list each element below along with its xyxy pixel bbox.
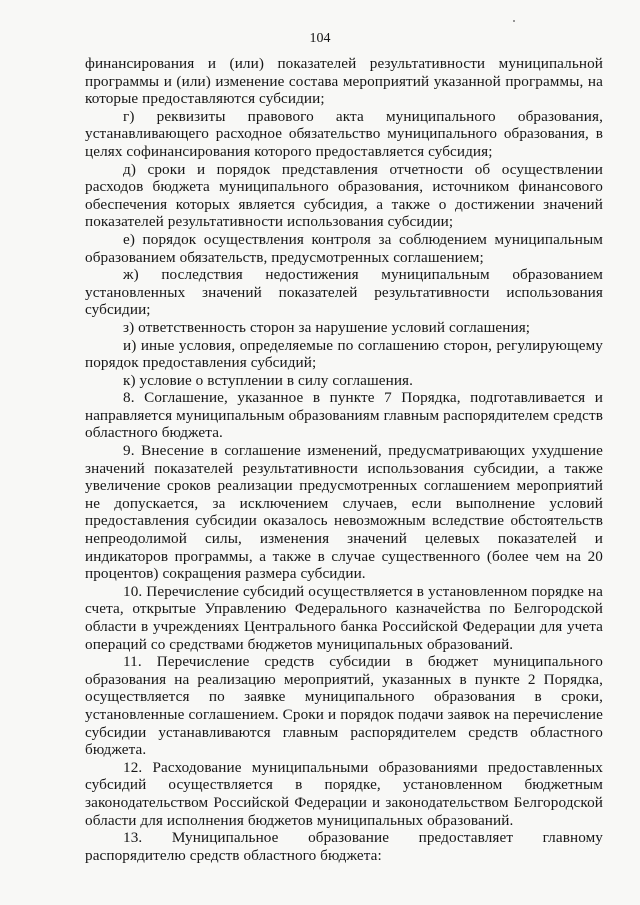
list-item-i: и) иные условия, определяемые по соглашению сторон, регулирующему порядок предоставления субсидий; [85,336,603,372]
clause-13: 13. Муниципальное образование предоставляет главному распорядителю средств областного бюджета: [85,829,603,864]
list-item-zh: ж) последствия недостижения муниципальным образованием установленных значений показателей результативности использования субсидии; [85,266,603,319]
clause-10: 10. Перечисление субсидий осуществляется в установленном порядке на счета, открытые Управлению Федерального казначейства по Белгородской области в учреждениях Центрального банка Российской Федерации для учета операций со средствами бюджетов муниципальных образований. [85,582,603,653]
clause-9: 9. Внесение в соглашение изменений, предусматривающих ухудшение значений показателей результативности использования субсидии, а также увеличение сроков реализации предусмотренных соглашением мероприятий не допускается, за исключением случаев, если выполнение условий предоставления субсидии оказалось невозможным вследствие обстоятельств непреодолимой силы, изменения значений целевых показателей и индикаторов программы, а также в случае существенного (более чем на 20 процентов) сокращения размера субсидии. [85,442,603,583]
paragraph-continuation: финансирования и (или) показателей результативности муниципальной программы и (или) изменение состава мероприятий указанной программы, на которые предоставляются субсидии; [85,55,603,108]
page-number: 104 [309,31,331,46]
list-item-e: е) порядок осуществления контроля за соблюдением муниципальным образованием обязательств, предусмотренных соглашением; [85,230,603,266]
clause-8: 8. Соглашение, указанное в пункте 7 Порядка, подготавливается и направляется муниципальным образованиям главным распорядителем средств областного бюджета. [85,389,603,442]
clause-11: 11. Перечисление средств субсидии в бюджет муниципального образования на реализацию мероприятий, указанных в пункте 2 Порядка, осуществляется по заявке муниципального образования в сроки, установленные соглашением. Сроки и порядок подачи заявок на перечисление субсидии устанавливаются главным распорядителем средств областного бюджета. [85,653,603,759]
document-body [85,55,603,864]
clause-12: 12. Расходование муниципальными образованиями предоставленных субсидий осуществляется в порядке, установленном бюджетным законодательством Российской Федерации и законодательством Белгородской области для исполнения бюджетов муниципальных образований. [85,758,603,829]
list-item-k: к) условие о вступлении в силу соглашения. [123,371,414,389]
scan-speck [513,20,515,22]
list-item-z: з) ответственность сторон за нарушение условий соглашения; [123,318,531,336]
list-item-g: г) реквизиты правового акта муниципального образования, устанавливающего расходное обязательство муниципального образования, в целях софинансирования которого предоставляется субсидия; [85,107,603,160]
list-item-d: д) сроки и порядок представления отчетности об осуществлении расходов бюджета муниципального образования, источником финансового обеспечения которых является субсидия, а также о достижении значений показателей результативности использования субсидии; [85,160,603,231]
